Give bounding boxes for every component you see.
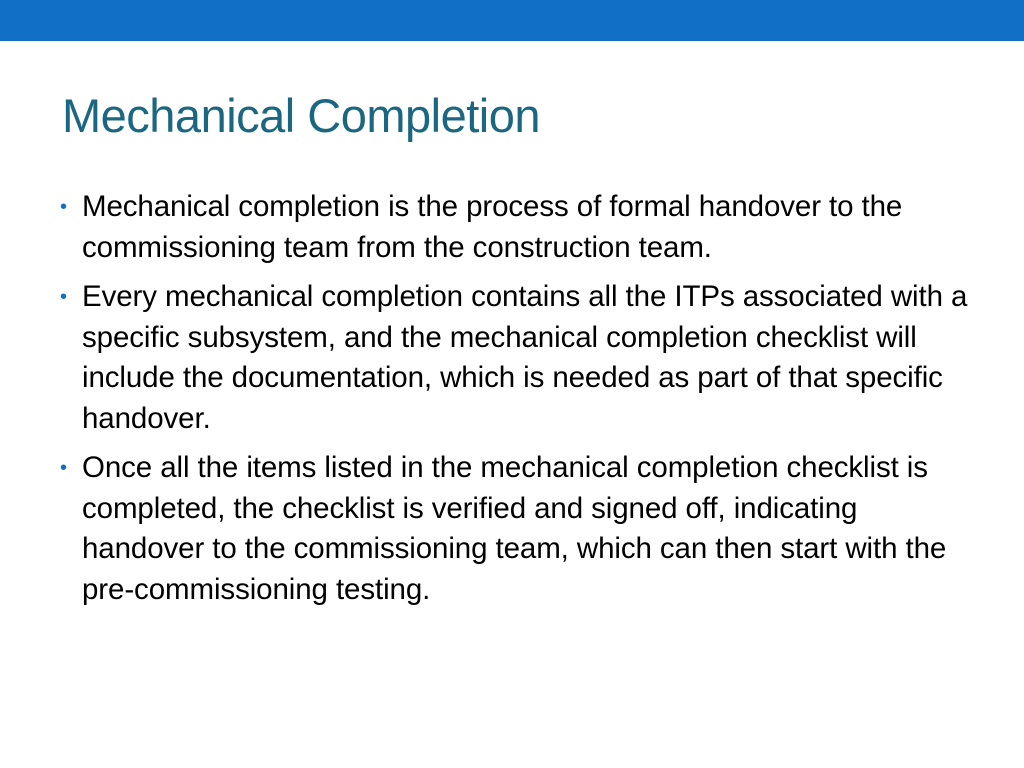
bullet-item xyxy=(58,277,978,439)
bullet-marker-icon: • xyxy=(60,457,67,479)
bullet-item xyxy=(58,187,978,268)
bullet-text: Once all the items listed in the mechanical completion checklist is completed, the checklist is verified and signed off, indicating handover to the commissioning team, which can then start with the pre-commissioning testing. xyxy=(82,451,947,606)
bullet-list xyxy=(58,187,978,619)
bullet-text: Every mechanical completion contains all the ITPs associated with a specific subsystem, and the mechanical completion checklist will include the documentation, which is needed as part of that specific handover. xyxy=(82,280,968,435)
slide-title: Mechanical Completion xyxy=(62,89,541,142)
bullet-marker-icon: • xyxy=(60,196,67,218)
bullet-item xyxy=(58,448,978,610)
top-accent-bar xyxy=(0,0,1024,41)
bullet-text: Mechanical completion is the process of formal handover to the commissioning team from the construction team. xyxy=(82,190,903,264)
bullet-marker-icon: • xyxy=(60,286,67,308)
